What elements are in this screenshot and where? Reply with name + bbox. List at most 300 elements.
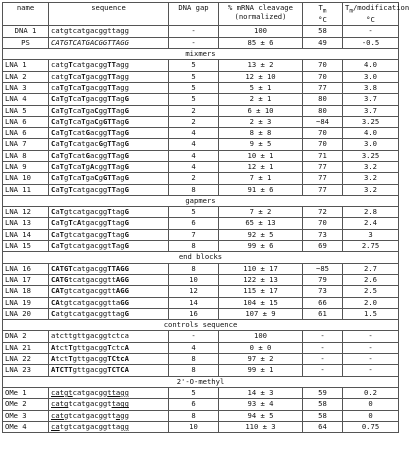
seq-dna: a xyxy=(55,229,60,239)
cell-cleavage: 2 ± 1 xyxy=(219,94,303,105)
table-row xyxy=(3,241,399,252)
header-row xyxy=(3,3,399,26)
seq-lna: TCTCA xyxy=(107,365,129,375)
cell-mod: 3.2 xyxy=(343,162,399,173)
cell-tm: ~84 xyxy=(303,116,343,127)
section-row xyxy=(3,376,399,387)
tm-unit: °C xyxy=(318,14,327,24)
cell-cleavage: 110 ± 17 xyxy=(219,263,303,274)
table-row xyxy=(3,128,399,139)
seq-lna: AGG xyxy=(115,286,129,296)
cell-tm: 69 xyxy=(303,241,343,252)
table-row xyxy=(3,162,399,173)
cell-gap: 4 xyxy=(169,150,219,161)
cell-cleavage: 7 ± 2 xyxy=(219,207,303,218)
seq-dna: tag xyxy=(111,218,125,228)
cell-mod: 3.25 xyxy=(343,116,399,127)
seq-lna: T xyxy=(81,71,86,81)
seq-dna: a xyxy=(55,150,60,160)
seq-lna: G xyxy=(124,150,129,160)
cell-tm: 77 xyxy=(303,173,343,184)
seq-lna: T xyxy=(107,229,112,239)
cell-cleavage: 65 ± 13 xyxy=(219,218,303,229)
seq-lna: G xyxy=(124,184,129,194)
seq-dna: catg xyxy=(51,60,69,70)
seq-dna: acgg xyxy=(89,150,108,160)
seq-lna: G xyxy=(124,173,129,183)
seq-dna: g xyxy=(63,162,69,171)
seq-lna: T xyxy=(81,116,86,126)
cell-sequence xyxy=(49,410,169,421)
cell-sequence xyxy=(49,94,169,105)
seq-dna: gtcatgacgg xyxy=(63,229,108,239)
seq-dna: ga xyxy=(85,116,95,126)
section-row xyxy=(3,49,399,60)
cell-cleavage: 6 ± 10 xyxy=(219,105,303,116)
cell-cleavage: 94 ± 5 xyxy=(219,410,303,421)
cell-mod: 4.0 xyxy=(343,128,399,139)
seq-lna: CA xyxy=(51,297,60,307)
seq-omethyl: catg xyxy=(51,399,69,409)
cell-gap: 2 xyxy=(169,116,219,127)
cell-sequence xyxy=(49,60,169,71)
cell-sequence xyxy=(49,150,169,161)
cell-sequence xyxy=(49,105,169,116)
cell-gap: 5 xyxy=(169,60,219,71)
seq-lna: AGG xyxy=(115,274,129,284)
cell-cleavage: 100 xyxy=(219,26,303,37)
cell-name: LNA 9 xyxy=(3,162,49,173)
table-row xyxy=(3,410,399,421)
table-row xyxy=(3,297,399,308)
cell-gap: 6 xyxy=(169,399,219,410)
seq-dna: ca xyxy=(72,94,82,104)
seq-dna: ga xyxy=(85,173,95,183)
cell-sequence xyxy=(49,286,169,297)
cell-mod: -0.5 xyxy=(343,37,399,48)
section-gapmers: gapmers xyxy=(3,195,399,206)
seq-lna: T xyxy=(81,94,86,104)
seq-dna: gacgg xyxy=(85,71,108,81)
cell-name: LNA 20 xyxy=(3,308,49,319)
cell-name: LNA 12 xyxy=(3,207,49,218)
seq-lna: T xyxy=(59,184,64,194)
seq-dna: tgacgg xyxy=(81,218,108,228)
seq-dna: g xyxy=(63,150,69,160)
seq-lna: TT xyxy=(107,105,116,115)
cell-tm: 77 xyxy=(303,184,343,195)
mod-label: T xyxy=(345,3,350,12)
cell-name: PS xyxy=(3,37,49,48)
cell-mod: 0.75 xyxy=(343,421,399,432)
seq-lna: C xyxy=(51,218,56,228)
seq-lna: G xyxy=(124,229,129,239)
cell-gap: 10 xyxy=(169,421,219,432)
cell-name: LNA 7 xyxy=(3,139,49,150)
cell-cleavage: 85 ± 6 xyxy=(219,37,303,48)
cell-mod: - xyxy=(343,354,399,365)
cell-mod: 3.7 xyxy=(343,94,399,105)
seq-lna: T xyxy=(59,94,64,104)
section-row xyxy=(3,252,399,263)
cell-gap: 10 xyxy=(169,274,219,285)
seq-dna: agg xyxy=(115,60,129,70)
cell-name: LNA 15 xyxy=(3,241,49,252)
table-row xyxy=(3,308,399,319)
cell-mod: 0 xyxy=(343,399,399,410)
seq-lna: A xyxy=(124,342,129,352)
section-row xyxy=(3,195,399,206)
seq-lna: C xyxy=(51,150,56,160)
seq-dna: gtcatgacggtt xyxy=(63,410,116,420)
cell-sequence xyxy=(49,263,169,274)
cell-gap: 8 xyxy=(169,354,219,365)
cell-tm: 77 xyxy=(303,162,343,173)
seq-lna: CATG xyxy=(51,274,69,284)
cell-name: LNA 13 xyxy=(3,218,49,229)
seq-dna: atgtcatgacggttag xyxy=(55,308,125,318)
seq-dna: ga xyxy=(85,105,95,115)
cell-gap: 8 xyxy=(169,241,219,252)
cell-name: LNA 5 xyxy=(3,105,49,116)
seq-dna: c xyxy=(72,218,77,228)
cell-tm: 59 xyxy=(303,387,343,398)
header-mod xyxy=(343,3,409,26)
mod-unit: °C xyxy=(366,14,375,24)
cell-cleavage: 100 xyxy=(219,331,303,342)
cell-gap: 7 xyxy=(169,229,219,240)
seq-lna: G xyxy=(124,207,129,217)
cell-mod: 3.25 xyxy=(343,150,399,161)
seq-lna: T xyxy=(81,173,86,183)
seq-dna: ca xyxy=(72,82,82,92)
cell-cleavage: 0 ± 0 xyxy=(219,342,303,353)
cell-gap: 8 xyxy=(169,410,219,421)
seq-lna: T xyxy=(68,71,73,81)
seq-lna: CAT xyxy=(51,286,64,296)
seq-lna: T xyxy=(107,342,112,352)
table-row xyxy=(3,421,399,432)
seq-lna: A xyxy=(51,342,56,352)
table-row xyxy=(3,274,399,285)
seq-dna: gacgg xyxy=(85,82,108,92)
cell-cleavage: 14 ± 3 xyxy=(219,387,303,398)
cell-tm: 58 xyxy=(303,410,343,421)
seq-dna: a xyxy=(55,116,60,126)
table-row xyxy=(3,184,399,195)
seq-lna: T xyxy=(107,207,112,217)
seq-lna: T xyxy=(68,60,73,70)
cell-name: LNA 16 xyxy=(3,263,49,274)
seq-lna: TT xyxy=(107,128,116,138)
seq-lna: T xyxy=(68,342,73,352)
cell-sequence xyxy=(49,71,169,82)
seq-lna: TTAGG xyxy=(107,263,129,273)
seq-lna: T xyxy=(59,229,64,239)
table-row xyxy=(3,207,399,218)
cell-mod: 3.2 xyxy=(343,173,399,184)
seq-dna: ca xyxy=(72,71,82,81)
cell-gap: - xyxy=(169,26,219,37)
cell-cleavage: 12 ± 10 xyxy=(219,71,303,82)
tm-label: T xyxy=(318,3,323,12)
cell-name: LNA 6 xyxy=(3,128,49,139)
cell-sequence: CATGTCATGACGGTTAGG xyxy=(49,37,169,48)
table-row xyxy=(3,116,399,127)
cell-sequence xyxy=(49,308,169,319)
seq-omethyl: gg xyxy=(120,421,129,431)
seq-dna: agg xyxy=(115,71,129,81)
cell-mod: 0 xyxy=(343,410,399,421)
cell-gap: 14 xyxy=(169,297,219,308)
cell-tm: 80 xyxy=(303,105,343,116)
seq-dna: ca xyxy=(72,116,82,126)
seq-lna: C xyxy=(94,116,99,126)
cell-mod: 0.2 xyxy=(343,387,399,398)
seq-lna: C xyxy=(51,229,56,239)
cell-cleavage: 107 ± 9 xyxy=(219,308,303,319)
cell-sequence xyxy=(49,128,169,139)
seq-dna: ca xyxy=(72,173,82,183)
seq-dna: gacgg xyxy=(85,94,108,104)
seq-lna: TT xyxy=(107,71,116,81)
seq-dna: catg xyxy=(51,71,69,81)
section-mixmers: mixmers xyxy=(3,49,399,60)
cell-mod: 2.75 xyxy=(343,241,399,252)
seq-dna: tag xyxy=(111,229,125,239)
seq-dna: acgg xyxy=(89,128,108,138)
cell-sequence xyxy=(49,184,169,195)
seq-lna: T xyxy=(68,105,73,115)
table-row xyxy=(3,286,399,297)
table-row xyxy=(3,105,399,116)
seq-dna: ag xyxy=(115,173,125,183)
seq-dna: g xyxy=(63,82,69,92)
seq-dna: g xyxy=(85,162,90,171)
seq-lna: G xyxy=(85,150,90,160)
seq-dna: gttgacgg xyxy=(72,354,108,364)
seq-lna: C xyxy=(51,105,56,115)
table-row xyxy=(3,26,399,37)
cell-name: LNA 19 xyxy=(3,297,49,308)
cell-tm: 58 xyxy=(303,399,343,410)
cell-mod: 2.5 xyxy=(343,286,399,297)
cell-gap: 6 xyxy=(169,218,219,229)
seq-dna: ag xyxy=(115,139,125,149)
cell-cleavage: 7 ± 1 xyxy=(219,173,303,184)
table-row xyxy=(3,399,399,410)
seq-lna: G xyxy=(124,139,129,149)
seq-dna: g xyxy=(63,116,69,126)
seq-dna: tgtcatgacggtta xyxy=(59,421,121,431)
seq-dna: g xyxy=(63,218,69,228)
cell-name: LNA 11 xyxy=(3,184,49,195)
cell-sequence xyxy=(49,173,169,184)
seq-lna: ATCTT xyxy=(51,365,73,375)
seq-lna: T xyxy=(81,82,86,92)
seq-lna: C xyxy=(94,173,99,183)
cell-gap: 8 xyxy=(169,184,219,195)
seq-lna: G xyxy=(102,173,108,183)
table-row xyxy=(3,37,399,48)
cell-gap: 4 xyxy=(169,342,219,353)
seq-dna: a xyxy=(55,173,60,183)
seq-lna: T xyxy=(59,162,64,171)
seq-dna: g xyxy=(98,116,103,126)
cell-sequence xyxy=(49,399,169,410)
cell-cleavage: 92 ± 5 xyxy=(219,229,303,240)
seq-lna: TT xyxy=(107,150,116,160)
seq-lna: G xyxy=(124,105,129,115)
cell-cleavage: 91 ± 6 xyxy=(219,184,303,195)
cell-cleavage: 122 ± 13 xyxy=(219,274,303,285)
cell-mod: 2.7 xyxy=(343,263,399,274)
seq-lna: T xyxy=(107,218,112,228)
seq-lna: C xyxy=(51,241,56,251)
cell-gap: 5 xyxy=(169,387,219,398)
cell-cleavage: 2 ± 3 xyxy=(219,116,303,127)
cell-name: OMe 3 xyxy=(3,410,49,421)
seq-lna: T xyxy=(59,207,64,217)
cell-name: LNA 1 xyxy=(3,60,49,71)
seq-lna: T xyxy=(111,241,116,251)
seq-lna: T xyxy=(59,241,64,251)
cell-mod: 3 xyxy=(343,229,399,240)
seq-dna: ca xyxy=(51,82,60,92)
seq-dna: tct xyxy=(55,342,69,352)
seq-lna: CATGT xyxy=(51,263,73,273)
cell-cleavage: 13 ± 2 xyxy=(219,60,303,71)
cell-tm: 70 xyxy=(303,128,343,139)
cell-tm: 70 xyxy=(303,71,343,82)
seq-lna: T xyxy=(59,105,64,115)
seq-lna: T xyxy=(59,139,64,149)
cell-tm: 73 xyxy=(303,286,343,297)
seq-lna: G xyxy=(124,241,129,251)
seq-dna: a xyxy=(55,184,60,194)
seq-lna: T xyxy=(59,128,64,138)
seq-omethyl: tagg xyxy=(111,399,129,409)
cell-gap: 4 xyxy=(169,128,219,139)
seq-lna: T xyxy=(81,162,86,171)
cell-sequence xyxy=(49,342,169,353)
mod-sub: m xyxy=(349,7,353,15)
seq-dna: tct xyxy=(55,354,69,364)
seq-dna: gtcatgacgg xyxy=(63,207,108,217)
table-row xyxy=(3,60,399,71)
cell-tm: 64 xyxy=(303,421,343,432)
seq-dna: cat xyxy=(72,128,86,138)
cell-gap: 4 xyxy=(169,162,219,173)
seq-dna: tag xyxy=(111,207,125,217)
seq-dna: a xyxy=(55,128,60,138)
cell-name: OMe 1 xyxy=(3,387,49,398)
section-row xyxy=(3,320,399,331)
cell-tm: 70 xyxy=(303,139,343,150)
cell-name: LNA 3 xyxy=(3,82,49,93)
seq-lna: T xyxy=(68,354,73,364)
seq-lna: T xyxy=(68,139,73,149)
cell-sequence xyxy=(49,116,169,127)
cell-mod: 2.4 xyxy=(343,218,399,229)
cell-cleavage: 104 ± 15 xyxy=(219,297,303,308)
cell-gap: 5 xyxy=(169,71,219,82)
seq-omethyl: cat xyxy=(51,410,64,420)
seq-dna: gttgacgg xyxy=(72,342,108,352)
section-endblocks: end blocks xyxy=(3,252,399,263)
seq-dna: ca xyxy=(72,105,82,115)
cell-tm: ~85 xyxy=(303,263,343,274)
cell-gap: 8 xyxy=(169,365,219,376)
seq-dna: tgtcatgacggtta xyxy=(59,297,121,307)
seq-lna: C xyxy=(94,105,99,115)
table-row xyxy=(3,342,399,353)
seq-dna: ag xyxy=(115,241,125,251)
seq-lna: A xyxy=(51,354,56,364)
seq-omethyl: ca xyxy=(51,421,60,431)
seq-dna: g xyxy=(63,94,69,104)
seq-lna: G xyxy=(98,139,103,149)
cell-name: LNA 23 xyxy=(3,365,49,376)
section-omethyl: 2'-O-methyl xyxy=(3,376,399,387)
seq-dna: gg xyxy=(98,105,108,115)
cell-cleavage: 8 ± 8 xyxy=(219,128,303,139)
cell-mod: 2.6 xyxy=(343,274,399,285)
results-table xyxy=(2,2,409,433)
cell-cleavage: 12 ± 1 xyxy=(219,162,303,173)
seq-dna: a xyxy=(55,241,60,251)
cell-name: OMe 2 xyxy=(3,399,49,410)
seq-dna: catgacgg xyxy=(72,184,108,194)
cell-cleavage: 99 ± 1 xyxy=(219,365,303,376)
seq-dna: ag xyxy=(115,105,125,115)
seq-lna: C xyxy=(51,94,56,104)
cell-tm: 71 xyxy=(303,150,343,161)
cell-tm: 72 xyxy=(303,207,343,218)
table-row xyxy=(3,82,399,93)
seq-dna: tcatgacggt xyxy=(68,399,112,409)
seq-lna: C xyxy=(51,308,56,318)
seq-lna: T xyxy=(59,82,64,92)
seq-lna: A xyxy=(89,162,95,171)
cell-gap: 4 xyxy=(169,139,219,150)
seq-lna: TT xyxy=(107,173,116,183)
seq-lna: G xyxy=(124,128,129,138)
seq-lna: T xyxy=(68,94,73,104)
seq-lna: TT xyxy=(107,94,116,104)
cell-mod: - xyxy=(343,26,399,37)
seq-lna: C xyxy=(51,207,56,217)
cell-gap: 5 xyxy=(169,94,219,105)
cell-tm: - xyxy=(303,342,343,353)
seq-lna: TT xyxy=(107,60,116,70)
seq-lna: T xyxy=(59,116,64,126)
seq-lna: T xyxy=(68,218,73,228)
cell-gap: - xyxy=(169,37,219,48)
seq-lna: G xyxy=(124,116,129,126)
seq-lna: G xyxy=(124,94,129,104)
cell-mod: 3.8 xyxy=(343,82,399,93)
seq-dna: agg xyxy=(115,82,129,92)
seq-dna: a xyxy=(55,139,60,149)
table-row xyxy=(3,263,399,274)
seq-dna: cgg xyxy=(94,162,108,171)
seq-lna: T xyxy=(59,150,64,160)
header-cleavage: % mRNA cleavage (normalized) xyxy=(219,3,303,26)
seq-dna: catgacgg xyxy=(72,387,108,397)
seq-dna: catgac xyxy=(72,139,99,149)
cell-cleavage: 10 ± 1 xyxy=(219,150,303,161)
